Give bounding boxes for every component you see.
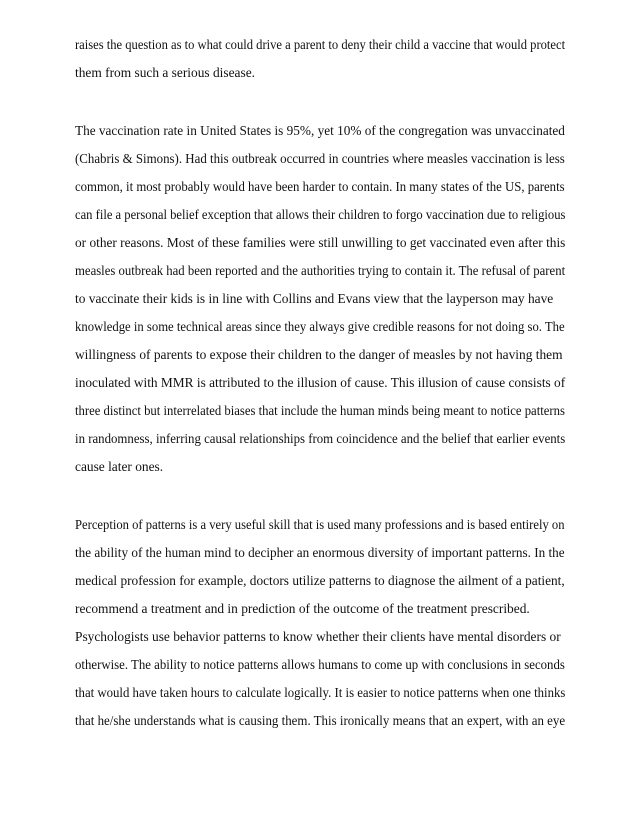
text-line: inoculated with MMR is attributed to the illusion of cause. This illusion of cause consists of — [75, 375, 566, 390]
text-line: that he/she understands what is causing them. This ironically means that an expert, with an eye — [75, 713, 566, 728]
text-line: recommend a treatment and in prediction of the outcome of the treatment prescribed. — [75, 601, 530, 616]
text-line: cause later ones. — [75, 459, 164, 474]
text-line: them from such a serious disease. — [75, 65, 255, 80]
text-line: otherwise. The ability to notice patterns allows humans to come up with conclusions in seconds — [75, 657, 565, 672]
text-line: (Chabris & Simons). Had this outbreak occurred in countries where measles vaccination is less — [75, 151, 565, 166]
text-line: can file a personal belief exception that allows their children to forgo vaccination due to religious — [75, 207, 566, 222]
text-line: in randomness, inferring causal relationships from coincidence and the belief that earlier events — [75, 431, 566, 446]
text-line: medical profession for example, doctors utilize patterns to diagnose the ailment of a patient, — [75, 573, 565, 588]
text-line: common, it most probably would have been harder to contain. In many states of the US, parents — [75, 179, 565, 194]
text-line: raises the question as to what could drive a parent to deny their child a vaccine that would protect — [75, 37, 566, 52]
text-line: knowledge in some technical areas since they always give credible reasons for not doing so. The — [75, 319, 565, 334]
text-line: Psychologists use behavior patterns to know whether their clients have mental disorders or — [75, 629, 561, 644]
text-line: Perception of patterns is a very useful skill that is used many professions and is based entirely on — [75, 517, 565, 532]
text-line: The vaccination rate in United States is 95%, yet 10% of the congregation was unvaccinated — [75, 123, 565, 138]
text-line: willingness of parents to expose their children to the danger of measles by not having them — [75, 347, 563, 362]
text-line: that would have taken hours to calculate logically. It is easier to notice patterns when one thinks — [75, 685, 566, 700]
text-line: measles outbreak had been reported and the authorities trying to contain it. The refusal of parent — [75, 263, 566, 278]
text-line: the ability of the human mind to decipher an enormous diversity of important patterns. In the — [75, 545, 565, 560]
text-line: three distinct but interrelated biases that include the human minds being meant to notice patterns — [75, 403, 565, 418]
text-line: to vaccinate their kids is in line with Collins and Evans view that the layperson may have — [75, 291, 554, 306]
text-line: or other reasons. Most of these families were still unwilling to get vaccinated even after this — [75, 235, 566, 250]
